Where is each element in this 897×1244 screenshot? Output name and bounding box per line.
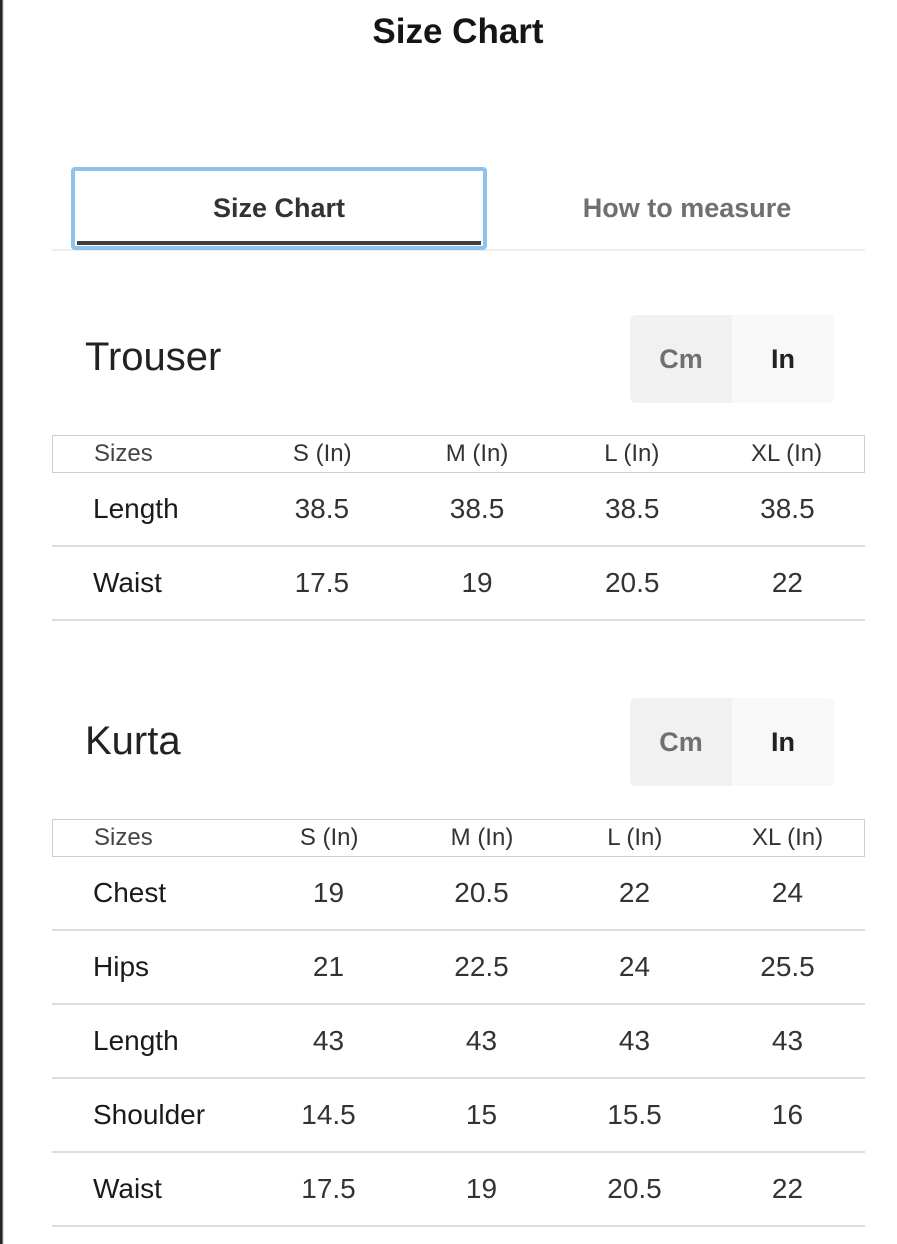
window-edge [0, 0, 4, 1244]
column-header-m: M (In) [450, 824, 514, 851]
cell-value: 17.5 [294, 567, 350, 598]
tab-size-chart-label: Size Chart [212, 193, 346, 223]
cell-value: 43 [465, 1025, 498, 1056]
active-tab-indicator [77, 241, 481, 245]
table-row [52, 547, 865, 621]
cell-value: 20.5 [607, 1173, 662, 1204]
row-label: Length [93, 493, 179, 524]
cell-value: 17.5 [301, 1173, 356, 1204]
tab-how-to-measure-label: How to measure [582, 193, 792, 223]
cell-value: 38.5 [449, 493, 505, 524]
cell-value: 20.5 [454, 877, 509, 908]
kurta-unit-in-button[interactable]: In [732, 698, 834, 786]
trouser-unit-in-button[interactable]: In [732, 315, 834, 403]
table-row [52, 1153, 865, 1227]
column-header-xl: XL (In) [751, 440, 823, 467]
cell-value: 22.5 [454, 951, 509, 982]
cell-value: 38.5 [294, 493, 350, 524]
trouser-unit-toggle [630, 315, 834, 403]
tab-bar [52, 167, 865, 251]
cell-value: 19 [465, 1173, 498, 1204]
column-header-s: S (In) [292, 440, 352, 467]
table-row [52, 857, 865, 931]
cell-value: 15 [465, 1099, 498, 1130]
cell-value: 22 [771, 1173, 804, 1204]
table-row [52, 473, 865, 547]
kurta-unit-cm-button[interactable]: Cm [659, 726, 703, 757]
trouser-section-title: Trouser [85, 335, 222, 379]
cell-value: 14.5 [301, 1099, 356, 1130]
cell-value: 43 [312, 1025, 345, 1056]
cell-value: 16 [771, 1099, 804, 1130]
column-header-xl: XL (In) [752, 824, 824, 851]
table-row [52, 1079, 865, 1153]
cell-value: 38.5 [604, 493, 660, 524]
kurta-unit-toggle [630, 698, 834, 786]
table-row [52, 931, 865, 1005]
trouser-size-table [52, 435, 865, 621]
page-title: Size Chart [372, 12, 544, 51]
column-header-s: S (In) [299, 824, 359, 851]
kurta-size-table [52, 819, 865, 1227]
tab-how-to-measure[interactable] [482, 167, 892, 250]
row-label: Length [93, 1025, 179, 1056]
column-header-l: L (In) [607, 824, 663, 851]
cell-value: 22 [618, 877, 651, 908]
cell-value: 24 [771, 877, 804, 908]
column-header-m: M (In) [445, 440, 509, 467]
cell-value: 22 [771, 567, 803, 598]
kurta-section-title: Kurta [85, 719, 181, 763]
trouser-unit-cm-button[interactable]: Cm [659, 343, 703, 374]
cell-value: 38.5 [760, 493, 815, 524]
row-label: Waist [93, 1173, 162, 1204]
row-label: Chest [93, 877, 167, 908]
cell-value: 24 [618, 951, 651, 982]
cell-value: 20.5 [604, 567, 660, 598]
table-row [52, 1005, 865, 1079]
table-header [52, 435, 865, 473]
table-header [52, 819, 865, 857]
row-label: Shoulder [93, 1099, 206, 1130]
row-label: Waist [93, 567, 162, 598]
cell-value: 15.5 [607, 1099, 662, 1130]
cell-value: 21 [312, 951, 345, 982]
cell-value: 43 [618, 1025, 651, 1056]
column-header-sizes: Sizes [94, 824, 153, 851]
column-header-l: L (In) [604, 440, 660, 467]
cell-value: 19 [461, 567, 493, 598]
cell-value: 25.5 [760, 951, 815, 982]
cell-value: 19 [312, 877, 345, 908]
tab-size-chart[interactable] [71, 167, 487, 250]
cell-value: 43 [771, 1025, 804, 1056]
column-header-sizes: Sizes [94, 440, 153, 467]
row-label: Hips [93, 951, 150, 982]
